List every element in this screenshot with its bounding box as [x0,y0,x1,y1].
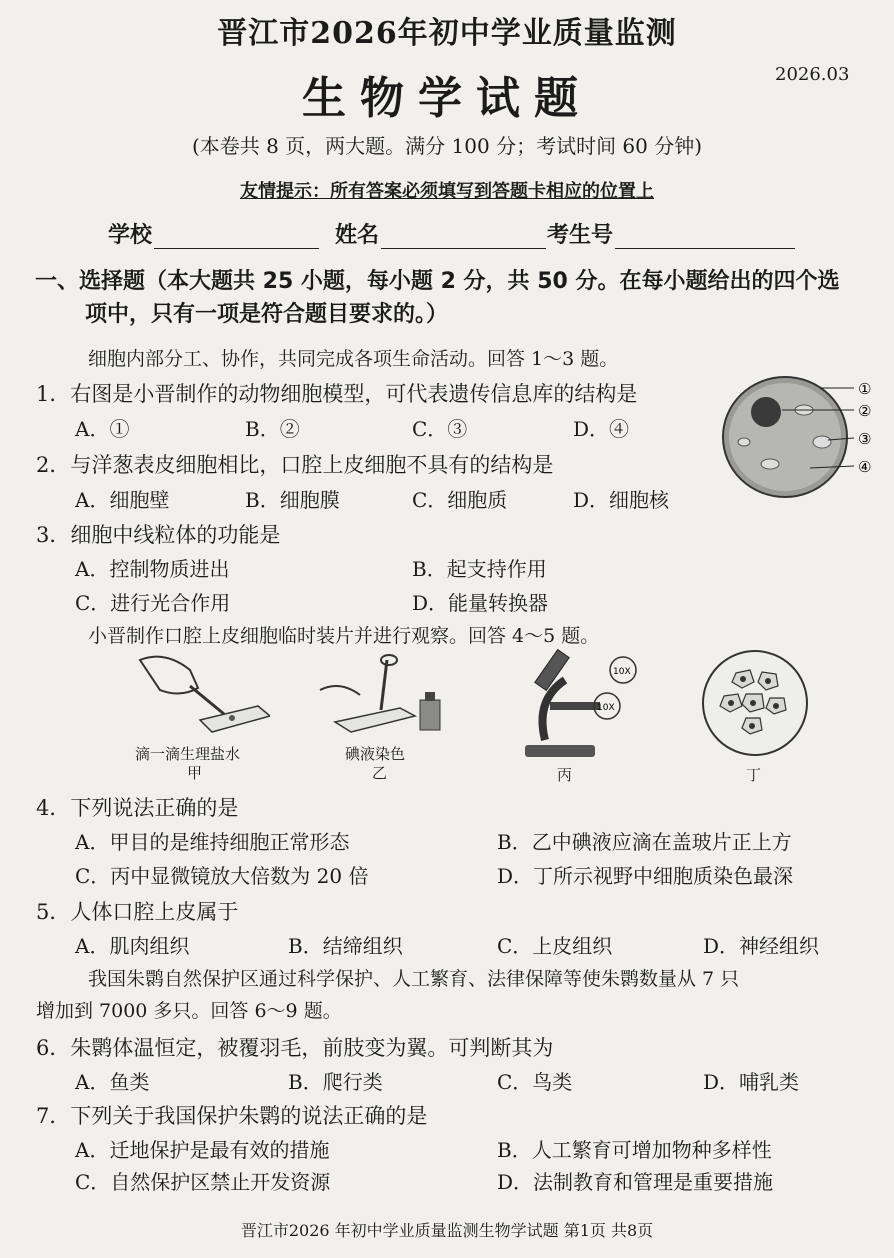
cell-label-3: ③ [858,430,872,448]
organelle [761,459,779,469]
nucleus [751,397,781,427]
q5-option-a: A．肌肉组织 [75,934,190,958]
q7-option-a: A．迁地保护是最有效的措施 [75,1138,330,1162]
q1-option-b: B．② [245,417,300,441]
q6-option-c: C．鸟类 [497,1070,573,1094]
intro-6-9-line2: 增加到 7000 多只。回答 6～9 题。 [36,1000,342,1022]
exam-header-title: 晋江市2026年初中学业质量监测 [217,16,677,51]
q7-option-b: B．人工繁育可增加物种多样性 [497,1138,772,1162]
q2-option-c: C．细胞质 [412,488,508,512]
q7-option-d: D．法制教育和管理是重要措施 [497,1170,774,1194]
figure-bing-microscope [505,640,655,765]
figure-ding-microscope-view [700,648,810,758]
exam-no-blank [615,226,795,249]
mitochondrion [813,436,831,448]
animal-cell-model-figure [720,372,880,502]
school-label: 学校 [108,223,153,248]
exam-date: 2026.03 [775,64,850,85]
yi-label: 乙 [372,764,388,782]
q3-option-b: B．起支持作用 [412,557,547,581]
q3-option-a: A．控制物质进出 [75,557,230,581]
q2-stem: 2．与洋葱表皮细胞相比，口腔上皮细胞不具有的结构是 [36,453,554,477]
q5-option-d: D．神经组织 [703,934,820,958]
section-heading-line2: 项中，只有一项是符合题目要求的。） [85,302,449,327]
lens-label-1: 10X [613,667,631,677]
q1-option-d: D．④ [573,417,630,441]
q4-stem: 4．下列说法正确的是 [36,796,239,820]
q3-option-d: D．能量转换器 [412,591,549,615]
q5-option-c: C．上皮组织 [497,934,613,958]
q5-stem: 5．人体口腔上皮属于 [36,900,239,924]
q4-option-c: C．丙中显微镜放大倍数为 20 倍 [75,864,369,888]
q7-stem: 7．下列关于我国保护朱鹮的说法正确的是 [36,1104,428,1128]
name-blank [381,226,546,249]
q6-option-d: D．哺乳类 [703,1070,800,1094]
school-blank [154,226,319,249]
q3-stem: 3．细胞中线粒体的功能是 [36,523,281,547]
microscope-base [525,745,595,757]
lens-label-2: 10X [597,703,615,713]
figure-jia-saline-drop [120,650,270,750]
ding-label: 丁 [746,766,762,784]
jia-label: 甲 [187,764,203,782]
cell-label-4: ④ [858,458,872,476]
cell-label-2: ② [858,402,872,420]
q2-option-a: A．细胞壁 [75,488,170,512]
q4-option-a: A．甲目的是维持细胞正常形态 [75,830,350,854]
name-field [335,218,546,249]
intro-6-9-line1: 我国朱鹮自然保护区通过科学保护、人工繁育、法律保障等使朱鹮数量从 7 只 [88,968,740,990]
q4-option-b: B．乙中碘液应滴在盖玻片正上方 [497,830,792,854]
intro-4-5: 小晋制作口腔上皮细胞临时装片并进行观察。回答 4～5 题。 [88,625,600,647]
school-field [108,218,319,249]
yi-caption: 碘液染色 [345,745,406,763]
page-footer: 晋江市2026 年初中学业质量监测生物学试题 第1页 共8页 [240,1221,654,1240]
iodine-bottle [420,700,440,730]
glass-slide [200,706,270,732]
jia-caption: 滴一滴生理盐水 [135,745,241,763]
bing-label: 丙 [557,766,573,784]
answer-tip: 友情提示：所有答案必须填写到答题卡相应的位置上 [240,181,654,202]
figure-yi-iodine-stain [315,650,445,745]
q6-option-b: B．爬行类 [288,1070,383,1094]
q3-option-c: C．进行光合作用 [75,591,231,615]
exam-info: (本卷共 8 页，两大题。满分 100 分；考试时间 60 分钟) [191,134,703,158]
dropper [190,686,224,714]
q5-option-b: B．结缔组织 [288,934,403,958]
q1-stem: 1．右图是小晋制作的动物细胞模型，可代表遗传信息库的结构是 [36,382,638,406]
q2-option-b: B．细胞膜 [245,488,340,512]
stage [550,702,600,710]
q1-option-c: C．③ [412,417,468,441]
name-label: 姓名 [335,223,380,248]
q4-option-d: D．丁所示视野中细胞质染色最深 [497,864,794,888]
intro-1-3: 细胞内部分工、协作，共同完成各项生命活动。回答 1～3 题。 [88,348,619,370]
exam-subject-title: 生物学试题 [302,73,592,124]
cell-label-1: ① [858,380,872,398]
glass-slide [335,708,415,732]
q7-option-c: C．自然保护区禁止开发资源 [75,1170,331,1194]
q6-stem: 6．朱鹮体温恒定，被覆羽毛，前肢变为翼。可判断其为 [36,1036,554,1060]
q2-option-d: D．细胞核 [573,488,670,512]
q6-option-a: A．鱼类 [75,1070,150,1094]
section-heading-line1: 一、选择题（本大题共 25 小题，每小题 2 分，共 50 分。在每小题给出的四个选 [35,269,840,294]
dropper [381,660,387,710]
exam-no-label: 考生号 [547,223,614,248]
q1-option-a: A．① [75,417,130,441]
exam-no-field [547,218,795,249]
organelle [738,438,750,446]
